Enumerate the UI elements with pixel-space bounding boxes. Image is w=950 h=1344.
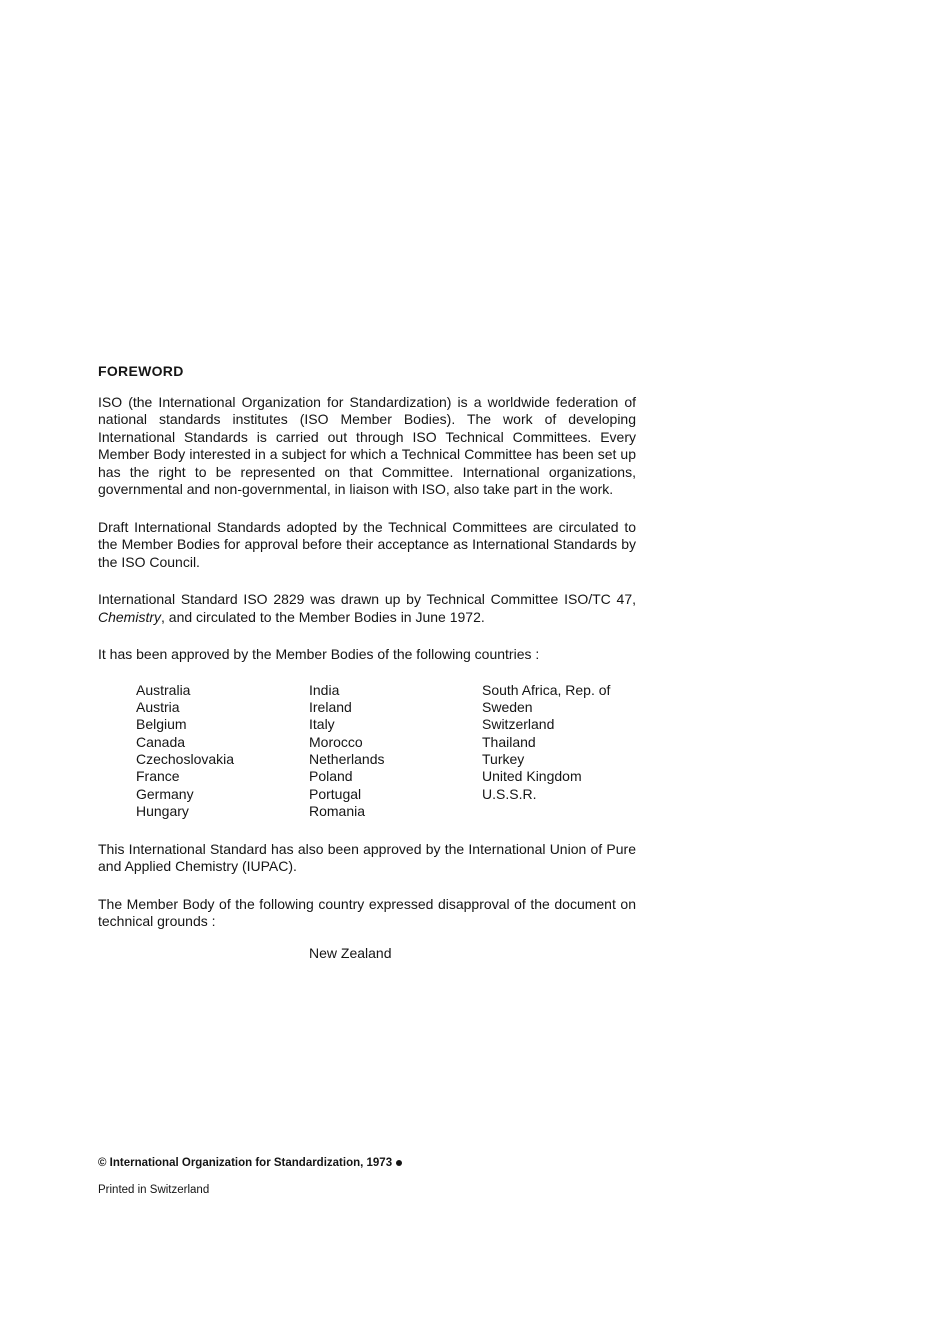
countries-column-1: [136, 682, 309, 821]
countries-column-3: [482, 682, 662, 821]
country-name: Sweden: [482, 698, 533, 715]
country-name: France: [136, 768, 180, 785]
standard-text-pre: International Standard ISO 2829 was drawn up by Technical Committee ISO/TC 47,: [98, 591, 636, 607]
country-name: Turkey: [482, 751, 525, 768]
country-name: Germany: [136, 785, 194, 802]
foreword-paragraph-approved: It has been approved by the Member Bodies of the following countries :: [98, 646, 540, 662]
country-name: Ireland: [309, 698, 352, 715]
country-name: Thailand: [482, 733, 536, 750]
country-name: Austria: [136, 698, 180, 715]
country-name: Australia: [136, 681, 191, 698]
country-name: India: [309, 681, 340, 698]
country-name: United Kingdom: [482, 768, 582, 785]
foreword-paragraph-drafts: Draft International Standards adopted by the Technical Committees are circulated to the Member Bodies for approval before their acceptance as International Standards by the ISO Council.: [98, 518, 636, 570]
disapproving-country: New Zealand: [309, 944, 392, 961]
copyright-notice: [98, 1157, 402, 1169]
foreword-paragraph-disapproval: The Member Body of the following country expressed disapproval of the document on technical grounds :: [98, 895, 636, 930]
foreword-paragraph-iupac: This International Standard has also been approved by the International Union of Pure and Applied Chemistry (IUPAC).: [98, 840, 636, 875]
foreword-paragraph-standard: [98, 591, 636, 626]
page-footer: [98, 1157, 402, 1196]
bullet-dot-icon: [396, 1160, 402, 1166]
country-name: Romania: [309, 803, 366, 820]
foreword-heading: FOREWORD: [98, 363, 184, 379]
country-name: Italy: [309, 716, 335, 733]
country-name: Hungary: [136, 803, 189, 820]
foreword-paragraph-iso: ISO (the International Organization for Standardization) is a worldwide federation of national standards institutes (ISO Member Bodies). The work of developing International Standards is carried out through ISO Technical Committees. Every Member Body interested in a subject for which a Technical Committee has been set up has the right to be represented on that Committee. International organizations, governmental and non-governmental, in liaison with ISO, also take part in the work.: [98, 393, 636, 497]
committee-subject: Chemistry: [98, 608, 162, 625]
country-name: Morocco: [309, 733, 363, 750]
country-name: Portugal: [309, 785, 362, 802]
country-name: Czechoslovakia: [136, 751, 235, 768]
standard-text-post: , and circulated to the Member Bodies in June 1972.: [161, 608, 485, 625]
approving-countries-list: [136, 682, 662, 821]
countries-column-2: [309, 682, 482, 821]
copyright-text: © International Organization for Standardization, 1973: [98, 1157, 393, 1169]
country-name: Belgium: [136, 716, 187, 733]
country-name: Canada: [136, 733, 186, 750]
country-name: Switzerland: [482, 716, 555, 733]
foreword-section: [98, 363, 636, 962]
country-name: Netherlands: [309, 751, 385, 768]
country-name: South Africa, Rep. of: [482, 681, 611, 698]
country-name: Poland: [309, 768, 353, 785]
country-name: U.S.S.R.: [482, 785, 537, 802]
printed-location: Printed in Switzerland: [98, 1184, 210, 1196]
